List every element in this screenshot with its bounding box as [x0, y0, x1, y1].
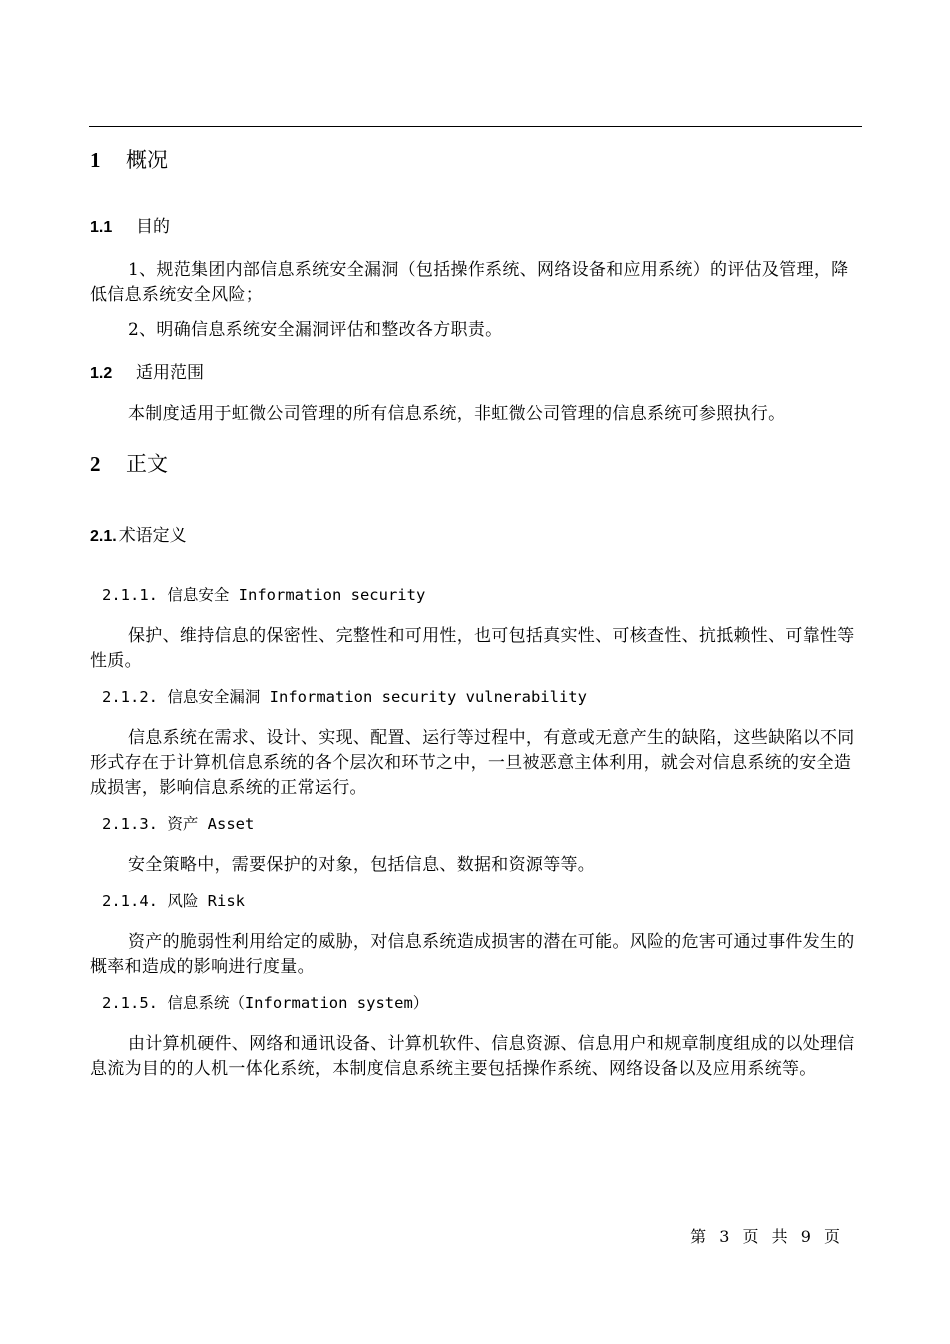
section-title: 术语定义: [118, 526, 187, 546]
section-number: 1.2: [90, 365, 113, 382]
term-heading: 2.1.4. 风险 Risk: [102, 892, 245, 910]
term-definition: 信息系统在需求、设计、实现、配置、运行等过程中，有意或无意产生的缺陷，这些缺陷以不同形式存在于计算机信息系统的各个层次和环节之中，一旦被恶意主体利用，就会对信息系统的安全造成损害，影响信息系统的正常运行。: [90, 728, 855, 798]
term-heading: 2.1.1. 信息安全 Information security: [102, 586, 426, 604]
paragraph: 2、明确信息系统安全漏洞评估和整改各方职责。: [128, 320, 503, 340]
term-heading: 2.1.3. 资产 Asset: [102, 815, 255, 833]
page-number-footer: [690, 1226, 844, 1248]
section-title: 适用范围: [136, 363, 204, 383]
current-page-number: 3: [719, 1227, 734, 1246]
section-2-1-heading: [90, 523, 860, 550]
section-number: 1: [90, 148, 101, 172]
document-body: [90, 145, 860, 1082]
section-title: 目的: [136, 217, 170, 237]
term-definition: 安全策略中，需要保护的对象，包括信息、数据和资源等等。: [128, 855, 596, 875]
footer-prefix: 第: [690, 1227, 711, 1246]
term-heading: 2.1.5. 信息系统（Information system）: [102, 994, 429, 1012]
section-1-2-heading: [90, 359, 860, 388]
term-definition: 由计算机硬件、网络和通讯设备、计算机软件、信息资源、信息用户和规章制度组成的以处理信息流为目的的人机一体化系统，本制度信息系统主要包括操作系统、网络设备以及应用系统等。: [90, 1034, 855, 1079]
footer-suffix: 页: [823, 1227, 844, 1246]
term-definition: 资产的脆弱性利用给定的威胁，对信息系统造成损害的潜在可能。风险的危害可通过事件发生的概率和造成的影响进行度量。: [90, 932, 855, 977]
section-1-1-heading: [90, 213, 860, 242]
section-1-heading: [90, 145, 860, 175]
footer-mid: 页 共: [742, 1227, 792, 1246]
term-definition: 保护、维持信息的保密性、完整性和可用性，也可包括真实性、可核查性、抗抵赖性、可靠性等性质。: [90, 626, 855, 671]
section-number: 2: [90, 452, 101, 476]
section-title: 概况: [126, 148, 168, 172]
section-number: 1.1: [90, 219, 113, 236]
section-2-heading: [90, 449, 860, 479]
paragraph: 1、规范集团内部信息系统安全漏洞（包括操作系统、网络设备和应用系统）的评估及管理，降低信息系统安全风险；: [90, 260, 849, 305]
header-rule: [89, 126, 862, 127]
section-title: 正文: [126, 452, 168, 476]
paragraph: 本制度适用于虹微公司管理的所有信息系统，非虹微公司管理的信息系统可参照执行。: [128, 404, 786, 424]
total-page-count: 9: [800, 1227, 815, 1246]
term-heading: 2.1.2. 信息安全漏洞 Information security vulnerability: [102, 688, 587, 706]
section-number: 2.1.: [90, 528, 117, 545]
